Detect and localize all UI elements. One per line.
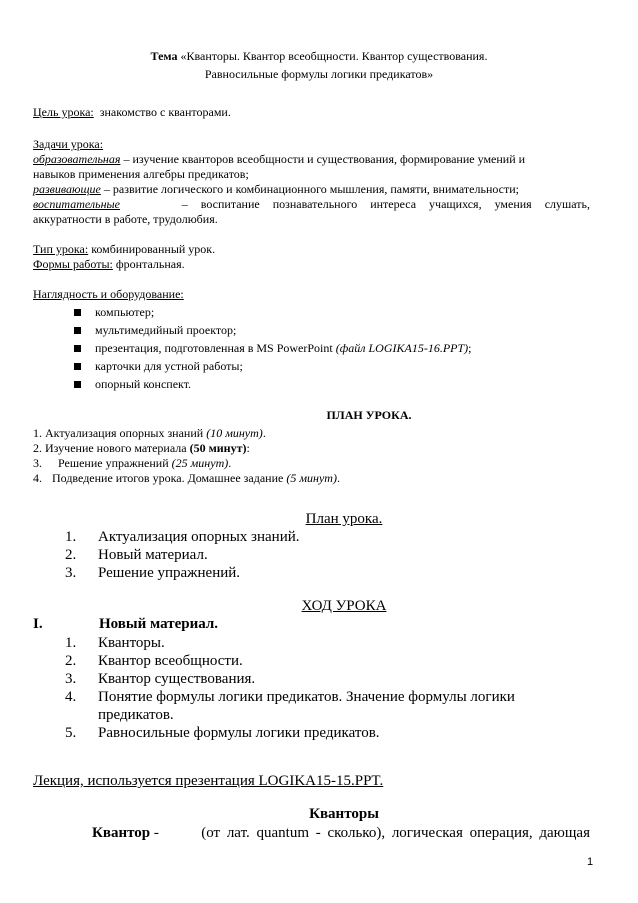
equipment-label: Наглядность и оборудование: <box>33 287 184 301</box>
section1-num: I. <box>33 616 43 632</box>
edu-term: образовательная <box>33 152 121 166</box>
plan-item <box>33 425 266 441</box>
plan-item-num: 4. <box>33 471 42 485</box>
plan2-item <box>65 527 300 547</box>
task-upbringing <box>33 196 590 212</box>
section1-item-text: Кванторы. <box>98 635 165 651</box>
section1-item-num: 3. <box>65 671 77 687</box>
goal-text: знакомство с кванторами. <box>99 105 231 119</box>
equipment-item: карточки для устной работы; <box>95 359 243 373</box>
dev-text: – развитие логического и комбинационного мышления, памяти, внимательности; <box>103 182 519 196</box>
goal-label: Цель урока: <box>33 105 94 119</box>
equipment-item: опорный конспект. <box>95 377 192 391</box>
plan2-item-num: 2. <box>65 547 77 563</box>
section1-item-num: 1. <box>65 635 77 651</box>
section1-item-text: Квантор всеобщности. <box>98 653 243 669</box>
plan-item-num: 1. <box>33 426 42 440</box>
plan-item-tail: : <box>246 441 250 455</box>
plan2-item <box>65 545 208 565</box>
topic-title-line2: Равносильные формулы логики предикатов» <box>204 67 434 81</box>
plan-item-text: Изучение нового материала <box>45 441 187 455</box>
section1-text: Новый материал. <box>99 616 219 632</box>
section1-item-num: 5. <box>65 725 77 741</box>
plan-item-num: 2. <box>33 441 42 455</box>
topic-title-line1 <box>0 48 638 64</box>
tasks-label: Задачи урока: <box>33 137 104 151</box>
work-forms-line <box>33 256 185 272</box>
plan-item <box>33 470 340 486</box>
section1-item-text: Квантор существования. <box>98 671 256 687</box>
plan-item-time: (50 минут) <box>189 441 247 455</box>
equipment-item-text: презентация, подготовленная в MS PowerPoint <box>95 341 333 355</box>
plan2-item-num: 3. <box>65 565 77 581</box>
vos-text-1: – воспитание познавательного интереса учащихся, умения слушать, <box>181 197 590 211</box>
plan-heading: ПЛАН УРОКА. <box>326 408 412 422</box>
lesson-type-text: комбинированный урок. <box>91 242 216 256</box>
edu-text-2: навыков применения алгебры предикатов; <box>33 167 249 181</box>
bullet-icon <box>74 345 81 352</box>
topic-text-1: «Кванторы. Квантор всеобщности. Квантор существования. <box>180 49 488 63</box>
bullet-icon <box>74 327 81 334</box>
section1-item <box>65 633 165 653</box>
plan-item-time: (5 минут) <box>286 471 337 485</box>
lecture-note: Лекция, используется презентация LOGIKA15-15.PPT. <box>33 773 384 789</box>
equipment-item-file: (файл LOGIKA15-16.PPT) <box>335 341 469 355</box>
section1-item <box>65 651 243 671</box>
quantor-term-group <box>92 823 159 843</box>
equipment-item <box>95 340 472 356</box>
quantor-dash: - <box>153 825 159 841</box>
plan2-item-text: Актуализация опорных знаний. <box>98 529 300 545</box>
plan2-item <box>65 563 240 583</box>
plan2-item-text: Новый материал. <box>98 547 208 563</box>
bullet-icon <box>74 381 81 388</box>
work-forms-label: Формы работы: <box>33 257 113 271</box>
vos-term: воспитательные <box>33 197 120 211</box>
work-forms-text: фронтальная. <box>115 257 185 271</box>
plan-item-num: 3. <box>33 456 42 470</box>
section1-item-num: 4. <box>65 689 77 705</box>
plan-item <box>33 440 250 456</box>
task-developing <box>33 181 519 197</box>
plan-item <box>33 455 231 471</box>
section1-item-num: 2. <box>65 653 77 669</box>
lesson-type-label: Тип урока: <box>33 242 89 256</box>
edu-text-1: – изучение кванторов всеобщности и существования, формирование умений и <box>123 152 526 166</box>
vos-text-2: аккуратности в работе, трудолюбия. <box>33 212 218 226</box>
page-number: 1 <box>587 856 594 868</box>
section1-item <box>65 723 380 743</box>
section1-title <box>33 614 218 634</box>
plan-item-tail: . <box>262 426 266 440</box>
section1-item-continued: предикатов. <box>98 707 174 723</box>
section1-item-text: Понятие формулы логики предикатов. Значение формулы логики <box>98 689 515 705</box>
bullet-icon <box>74 363 81 370</box>
plan2-item-num: 1. <box>65 529 77 545</box>
equipment-item: компьютер; <box>95 305 155 319</box>
plan-item-tail: . <box>336 471 340 485</box>
plan-item-text: Подведение итогов урока. Домашнее задание <box>52 471 284 485</box>
plan-item-time: (25 минут) <box>171 456 229 470</box>
quantor-text: (от лат. quantum - сколько), логическая операция, дающая <box>201 825 590 841</box>
equipment-item: мультимедийный проектор; <box>95 323 237 337</box>
task-educational <box>33 151 525 167</box>
goal-line <box>33 104 231 120</box>
equipment-item-tail: ; <box>468 341 472 355</box>
quantor-term: Квантор <box>92 825 151 841</box>
section1-item-text: Равносильные формулы логики предикатов. <box>98 725 380 741</box>
course-heading: ХОД УРОКА <box>301 598 387 614</box>
section1-item <box>65 687 515 707</box>
plan-item-tail: . <box>228 456 232 470</box>
topic-prefix: Тема <box>150 49 178 63</box>
quantors-heading: Кванторы <box>309 806 379 822</box>
plan-item-time: (10 минут) <box>206 426 263 440</box>
plan2-item-text: Решение упражнений. <box>98 565 241 581</box>
plan2-heading: План урока. <box>305 511 383 527</box>
dev-term: развивающие <box>33 182 101 196</box>
lesson-type-line <box>33 241 215 257</box>
plan-item-text: Актуализация опорных знаний <box>45 426 204 440</box>
plan-item-text: Решение упражнений <box>58 456 169 470</box>
section1-item <box>65 669 255 689</box>
quantor-definition <box>92 823 590 843</box>
bullet-icon <box>74 309 81 316</box>
